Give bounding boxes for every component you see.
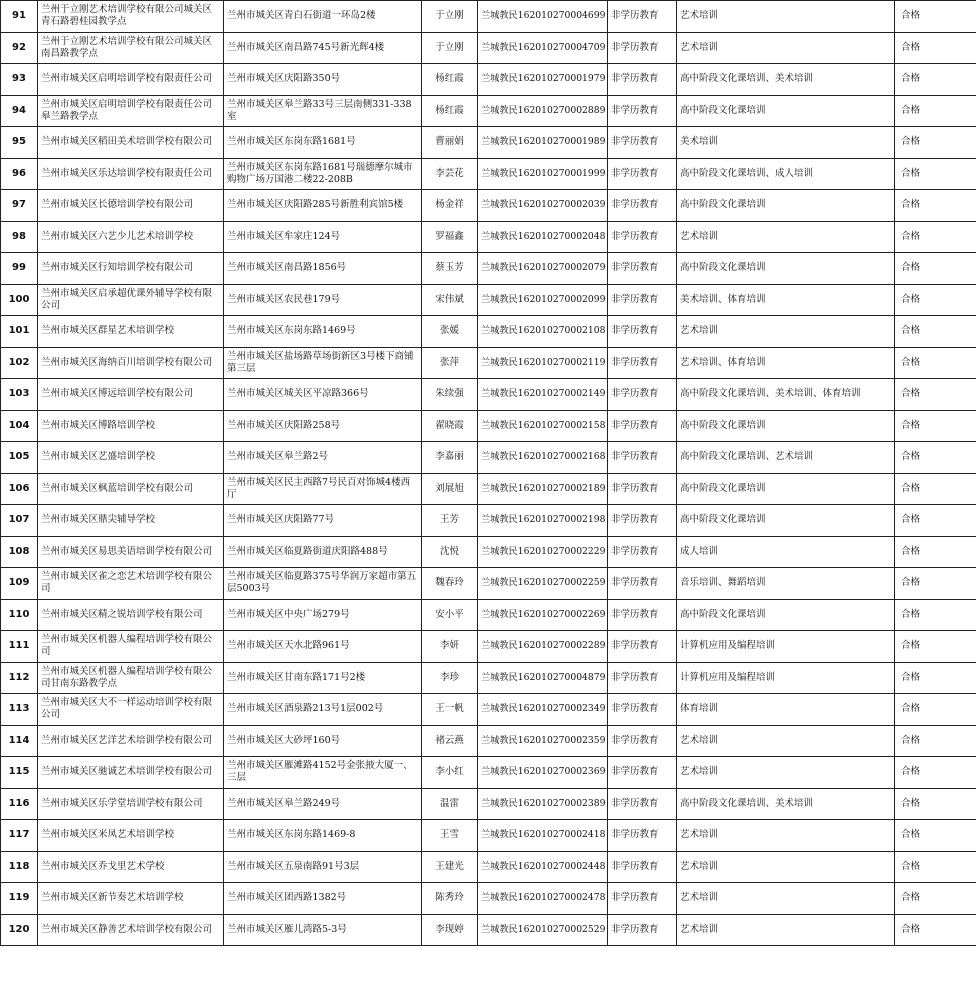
training-scope-cell: 高中阶段文化课培训 [677,95,895,127]
legal-person-cell: 王雪 [422,820,478,852]
table-row [1,316,976,348]
inspection-result-cell: 合格 [895,32,976,64]
table-row [1,568,976,600]
table-row [1,662,976,694]
address-cell: 兰州市城关区雁儿湾路5-3号 [224,914,422,946]
inspection-result-cell: 合格 [895,158,976,190]
inspection-result-cell: 合格 [895,316,976,348]
address-cell: 兰州市城关区临夏路街道庆阳路488号 [224,536,422,568]
table-row [1,914,976,946]
address-cell: 兰州市城关区东岗东路1469号 [224,316,422,348]
school-name-cell: 兰州市城关区驰诚艺术培训学校有限公司 [38,757,224,789]
training-scope-cell: 成人培训 [677,536,895,568]
inspection-result-cell: 合格 [895,820,976,852]
license-number-cell: 兰城教民162010270004879 [478,662,608,694]
school-name-cell: 兰州市城关区乔戈里艺术学校 [38,851,224,883]
address-cell: 兰州市城关区皋兰路249号 [224,788,422,820]
row-number: 107 [1,505,38,537]
license-number-cell: 兰城教民162010270002149 [478,379,608,411]
row-number: 100 [1,284,38,316]
inspection-result-cell: 合格 [895,757,976,789]
inspection-result-cell: 合格 [895,284,976,316]
legal-person-cell: 张萍 [422,347,478,379]
legal-person-cell: 魏春玲 [422,568,478,600]
license-number-cell: 兰城教民162010270002349 [478,694,608,726]
table-row [1,32,976,64]
row-number: 103 [1,379,38,411]
table-row [1,221,976,253]
education-type-cell: 非学历教育 [608,536,677,568]
school-name-cell: 兰州市城关区艺盛培训学校 [38,442,224,474]
school-name-cell: 兰州市城关区机器人编程培训学校有限公司 [38,631,224,663]
education-type-cell: 非学历教育 [608,662,677,694]
education-type-cell: 非学历教育 [608,284,677,316]
license-number-cell: 兰城教民162010270004699 [478,1,608,33]
school-name-cell: 兰州市城关区海纳百川培训学校有限公司 [38,347,224,379]
legal-person-cell: 陈秀玲 [422,883,478,915]
row-number: 106 [1,473,38,505]
training-scope-cell: 高中阶段文化课培训、成人培训 [677,158,895,190]
legal-person-cell: 朱续强 [422,379,478,411]
school-name-cell: 兰州市城关区博路培训学校 [38,410,224,442]
inspection-result-cell: 合格 [895,253,976,285]
education-type-cell: 非学历教育 [608,788,677,820]
training-scope-cell: 艺术培训 [677,820,895,852]
school-name-cell: 兰州市城关区枫蓝培训学校有限公司 [38,473,224,505]
table-row [1,379,976,411]
legal-person-cell: 李珍 [422,662,478,694]
license-number-cell: 兰城教民162010270002529 [478,914,608,946]
education-type-cell: 非学历教育 [608,127,677,159]
table-row [1,284,976,316]
license-number-cell: 兰城教民162010270002889 [478,95,608,127]
license-number-cell: 兰城教民162010270002039 [478,190,608,222]
license-number-cell: 兰城教民162010270002099 [478,284,608,316]
education-type-cell: 非学历教育 [608,851,677,883]
training-scope-cell: 高中阶段文化课培训 [677,190,895,222]
row-number: 97 [1,190,38,222]
legal-person-cell: 罗福鑫 [422,221,478,253]
license-number-cell: 兰城教民162010270002108 [478,316,608,348]
education-type-cell: 非学历教育 [608,221,677,253]
education-type-cell: 非学历教育 [608,158,677,190]
row-number: 98 [1,221,38,253]
address-cell: 兰州市城关区中央广场279号 [224,599,422,631]
training-scope-cell: 艺术培训 [677,757,895,789]
table-row [1,883,976,915]
training-scope-cell: 高中阶段文化课培训 [677,253,895,285]
license-number-cell: 兰城教民162010270002478 [478,883,608,915]
school-name-cell: 兰州市城关区长德培训学校有限公司 [38,190,224,222]
table-row [1,725,976,757]
training-scope-cell: 体育培训 [677,694,895,726]
school-name-cell: 兰州市城关区乐学堂培训学校有限公司 [38,788,224,820]
legal-person-cell: 褚云燕 [422,725,478,757]
school-name-cell: 兰州市城关区精之锐培训学校有限公司 [38,599,224,631]
legal-person-cell: 王芳 [422,505,478,537]
legal-person-cell: 温雷 [422,788,478,820]
education-type-cell: 非学历教育 [608,410,677,442]
training-scope-cell: 高中阶段文化课培训 [677,410,895,442]
training-scope-cell: 艺术培训 [677,221,895,253]
row-number: 109 [1,568,38,600]
row-number: 95 [1,127,38,159]
table-row [1,631,976,663]
education-type-cell: 非学历教育 [608,883,677,915]
license-number-cell: 兰城教民162010270002259 [478,568,608,600]
inspection-result-cell: 合格 [895,851,976,883]
training-scope-cell: 计算机应用及编程培训 [677,631,895,663]
inspection-result-cell: 合格 [895,410,976,442]
school-name-cell: 兰州市城关区启明培训学校有限责任公司皋兰路教学点 [38,95,224,127]
legal-person-cell: 杨红霞 [422,64,478,96]
school-name-cell: 兰州市城关区新节奏艺术培训学校 [38,883,224,915]
training-scope-cell: 高中阶段文化课培训、美术培训 [677,788,895,820]
training-scope-cell: 高中阶段文化课培训、美术培训、体育培训 [677,379,895,411]
row-number: 101 [1,316,38,348]
license-number-cell: 兰城教民162010270001989 [478,127,608,159]
table-row [1,505,976,537]
row-number: 120 [1,914,38,946]
license-number-cell: 兰城教民162010270002369 [478,757,608,789]
inspection-result-cell: 合格 [895,127,976,159]
inspection-result-cell: 合格 [895,631,976,663]
education-type-cell: 非学历教育 [608,757,677,789]
row-number: 91 [1,1,38,33]
license-number-cell: 兰城教民162010270002048 [478,221,608,253]
address-cell: 兰州市城关区东岗东路1681号 [224,127,422,159]
address-cell: 兰州市城关区甘南东路171号2楼 [224,662,422,694]
license-number-cell: 兰城教民162010270002269 [478,599,608,631]
license-number-cell: 兰城教民162010270002229 [478,536,608,568]
legal-person-cell: 刘展旭 [422,473,478,505]
training-scope-cell: 美术培训、体育培训 [677,284,895,316]
training-scope-cell: 艺术培训 [677,1,895,33]
education-type-cell: 非学历教育 [608,190,677,222]
legal-person-cell: 沈悦 [422,536,478,568]
school-name-cell: 兰州市城关区雀之恋艺术培训学校有限公司 [38,568,224,600]
row-number: 105 [1,442,38,474]
school-name-cell: 兰州市城关区六艺少儿艺术培训学校 [38,221,224,253]
address-cell: 兰州市城关区盐场路草场街新区3号楼下商铺第三层 [224,347,422,379]
table-row [1,410,976,442]
row-number: 112 [1,662,38,694]
address-cell: 兰州市城关区民主西路7号民百对饰城4楼西厅 [224,473,422,505]
row-number: 94 [1,95,38,127]
row-number: 102 [1,347,38,379]
education-type-cell: 非学历教育 [608,253,677,285]
row-number: 92 [1,32,38,64]
school-name-cell: 兰州市城关区机器人编程培训学校有限公司甘南东路教学点 [38,662,224,694]
address-cell: 兰州市城关区东岗东路1469-8 [224,820,422,852]
row-number: 110 [1,599,38,631]
training-scope-cell: 艺术培训 [677,725,895,757]
legal-person-cell: 王建光 [422,851,478,883]
row-number: 119 [1,883,38,915]
training-scope-cell: 高中阶段文化课培训、艺术培训 [677,442,895,474]
row-number: 113 [1,694,38,726]
inspection-result-cell: 合格 [895,568,976,600]
address-cell: 兰州市城关区庆阳路285号新胜利宾馆5楼 [224,190,422,222]
inspection-result-cell: 合格 [895,725,976,757]
address-cell: 兰州市城关区城关区平凉路366号 [224,379,422,411]
school-name-cell: 兰州市城关区行知培训学校有限公司 [38,253,224,285]
license-number-cell: 兰城教民162010270002359 [478,725,608,757]
inspection-result-cell: 合格 [895,64,976,96]
license-number-cell: 兰城教民162010270002189 [478,473,608,505]
address-cell: 兰州市城关区庆阳路258号 [224,410,422,442]
address-cell: 兰州市城关区大砂坪160号 [224,725,422,757]
row-number: 108 [1,536,38,568]
inspection-result-cell: 合格 [895,914,976,946]
education-type-cell: 非学历教育 [608,32,677,64]
education-type-cell: 非学历教育 [608,505,677,537]
table-row [1,788,976,820]
inspection-result-cell: 合格 [895,883,976,915]
license-number-cell: 兰城教民162010270001999 [478,158,608,190]
address-cell: 兰州市城关区雁滩路4152号金张掖大厦一、三层 [224,757,422,789]
address-cell: 兰州市城关区东岗东路1681号瑞德摩尔城市购物广场万国港二楼22-208B [224,158,422,190]
education-type-cell: 非学历教育 [608,316,677,348]
legal-person-cell: 安小平 [422,599,478,631]
row-number: 115 [1,757,38,789]
inspection-result-cell: 合格 [895,473,976,505]
license-number-cell: 兰城教民162010270002448 [478,851,608,883]
license-number-cell: 兰城教民162010270002168 [478,442,608,474]
training-scope-cell: 高中阶段文化课培训、美术培训 [677,64,895,96]
license-number-cell: 兰城教民162010270001979 [478,64,608,96]
education-type-cell: 非学历教育 [608,64,677,96]
table-row [1,127,976,159]
school-name-cell: 兰州市城关区乐达培训学校有限责任公司 [38,158,224,190]
training-scope-cell: 艺术培训 [677,851,895,883]
school-name-cell: 兰州于立刚艺术培训学校有限公司城关区南昌路教学点 [38,32,224,64]
education-type-cell: 非学历教育 [608,568,677,600]
training-scope-cell: 高中阶段文化课培训 [677,473,895,505]
address-cell: 兰州市城关区酒泉路213号1层002号 [224,694,422,726]
table-row [1,1,976,33]
inspection-result-cell: 合格 [895,788,976,820]
row-number: 116 [1,788,38,820]
legal-person-cell: 杨金祥 [422,190,478,222]
address-cell: 兰州市城关区庆阳路77号 [224,505,422,537]
table-row [1,442,976,474]
legal-person-cell: 李芸花 [422,158,478,190]
inspection-result-cell: 合格 [895,662,976,694]
training-scope-cell: 计算机应用及编程培训 [677,662,895,694]
inspection-result-cell: 合格 [895,190,976,222]
license-number-cell: 兰城教民162010270002158 [478,410,608,442]
address-cell: 兰州市城关区团西路1382号 [224,883,422,915]
address-cell: 兰州市城关区临夏路375号华润万家超市第五层5003号 [224,568,422,600]
table-row [1,190,976,222]
legal-person-cell: 李妍 [422,631,478,663]
school-name-cell: 兰州市城关区静善艺术培训学校有限公司 [38,914,224,946]
legal-person-cell: 王一帆 [422,694,478,726]
table-row [1,820,976,852]
education-type-cell: 非学历教育 [608,599,677,631]
training-scope-cell: 艺术培训、体育培训 [677,347,895,379]
address-cell: 兰州市城关区南昌路1856号 [224,253,422,285]
legal-person-cell: 蔡玉芳 [422,253,478,285]
education-type-cell: 非学历教育 [608,631,677,663]
license-number-cell: 兰城教民162010270002389 [478,788,608,820]
school-name-cell: 兰州市城关区启承超优课外辅导学校有限公司 [38,284,224,316]
address-cell: 兰州市城关区青白石街道一环岛2楼 [224,1,422,33]
education-type-cell: 非学历教育 [608,442,677,474]
legal-person-cell: 翟晓霞 [422,410,478,442]
education-type-cell: 非学历教育 [608,95,677,127]
legal-person-cell: 李小红 [422,757,478,789]
training-scope-cell: 音乐培训、舞蹈培训 [677,568,895,600]
inspection-result-cell: 合格 [895,505,976,537]
training-scope-cell: 艺术培训 [677,914,895,946]
inspection-result-cell: 合格 [895,694,976,726]
address-cell: 兰州市城关区牟家庄124号 [224,221,422,253]
address-cell: 兰州市城关区皋兰路33号三层南侧331-338室 [224,95,422,127]
school-name-cell: 兰州市城关区群星艺术培训学校 [38,316,224,348]
school-name-cell: 兰州市城关区米凤艺术培训学校 [38,820,224,852]
license-number-cell: 兰城教民162010270004709 [478,32,608,64]
training-scope-cell: 艺术培训 [677,883,895,915]
address-cell: 兰州市城关区农民巷179号 [224,284,422,316]
legal-person-cell: 于立刚 [422,1,478,33]
education-type-cell: 非学历教育 [608,1,677,33]
inspection-result-cell: 合格 [895,379,976,411]
training-scope-cell: 艺术培训 [677,316,895,348]
table-row [1,347,976,379]
education-type-cell: 非学历教育 [608,379,677,411]
row-number: 93 [1,64,38,96]
school-name-cell: 兰州市城关区博远培训学校有限公司 [38,379,224,411]
row-number: 117 [1,820,38,852]
training-scope-cell: 艺术培训 [677,32,895,64]
table-row [1,694,976,726]
school-name-cell: 兰州市城关区易思美语培训学校有限公司 [38,536,224,568]
school-name-cell: 兰州市城关区鼎尖辅导学校 [38,505,224,537]
table-row [1,851,976,883]
legal-person-cell: 宋伟斌 [422,284,478,316]
education-type-cell: 非学历教育 [608,725,677,757]
row-number: 104 [1,410,38,442]
address-cell: 兰州市城关区天水北路961号 [224,631,422,663]
education-type-cell: 非学历教育 [608,914,677,946]
license-number-cell: 兰城教民162010270002198 [478,505,608,537]
address-cell: 兰州市城关区五泉南路91号3层 [224,851,422,883]
table-row [1,253,976,285]
legal-person-cell: 李嘉丽 [422,442,478,474]
inspection-result-cell: 合格 [895,442,976,474]
inspection-result-cell: 合格 [895,347,976,379]
row-number: 111 [1,631,38,663]
legal-person-cell: 张媛 [422,316,478,348]
inspection-result-cell: 合格 [895,536,976,568]
legal-person-cell: 于立刚 [422,32,478,64]
school-name-cell: 兰州市城关区大不一样运动培训学校有限公司 [38,694,224,726]
training-scope-cell: 高中阶段文化课培训 [677,599,895,631]
row-number: 118 [1,851,38,883]
school-name-cell: 兰州市城关区艺洋艺术培训学校有限公司 [38,725,224,757]
license-number-cell: 兰城教民162010270002119 [478,347,608,379]
education-type-cell: 非学历教育 [608,347,677,379]
education-type-cell: 非学历教育 [608,473,677,505]
address-cell: 兰州市城关区皋兰路2号 [224,442,422,474]
table-row [1,599,976,631]
table-row [1,95,976,127]
row-number: 114 [1,725,38,757]
legal-person-cell: 杨红霞 [422,95,478,127]
school-name-cell: 兰州市城关区稻田美术培训学校有限公司 [38,127,224,159]
inspection-result-cell: 合格 [895,599,976,631]
table-row [1,536,976,568]
license-number-cell: 兰城教民162010270002418 [478,820,608,852]
education-type-cell: 非学历教育 [608,694,677,726]
table-row [1,473,976,505]
address-cell: 兰州市城关区南昌路745号新光辉4楼 [224,32,422,64]
inspection-result-cell: 合格 [895,221,976,253]
license-number-cell: 兰城教民162010270002079 [478,253,608,285]
table-row [1,757,976,789]
inspection-result-cell: 合格 [895,1,976,33]
license-number-cell: 兰城教民162010270002289 [478,631,608,663]
school-name-cell: 兰州于立刚艺术培训学校有限公司城关区青石路碧桂园教学点 [38,1,224,33]
row-number: 96 [1,158,38,190]
education-type-cell: 非学历教育 [608,820,677,852]
row-number: 99 [1,253,38,285]
table-body [1,1,976,946]
address-cell: 兰州市城关区庆阳路350号 [224,64,422,96]
training-scope-cell: 美术培训 [677,127,895,159]
training-scope-cell: 高中阶段文化课培训 [677,505,895,537]
table-row [1,158,976,190]
legal-person-cell: 曹丽娟 [422,127,478,159]
table-row [1,64,976,96]
legal-person-cell: 李现婷 [422,914,478,946]
school-name-cell: 兰州市城关区启明培训学校有限责任公司 [38,64,224,96]
inspection-result-cell: 合格 [895,95,976,127]
